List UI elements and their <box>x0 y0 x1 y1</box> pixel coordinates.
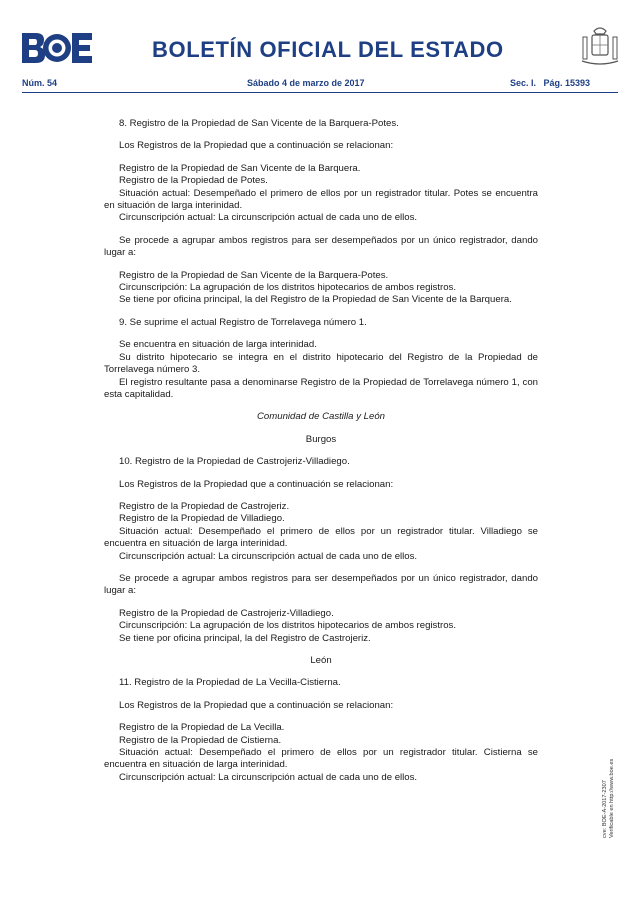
paragraph: Los Registros de la Propiedad que a continuación se relacionan: <box>119 140 394 152</box>
coat-of-arms-icon <box>580 25 620 67</box>
item-9-title: 9. Se suprime el actual Registro de Torrelavega número 1. <box>119 316 367 328</box>
paragraph: Registro de la Propiedad de Cistierna. <box>119 734 282 746</box>
page-label: Pág. 15393 <box>543 78 591 88</box>
paragraph: Situación actual: Desempeñado el primero de ellos por un registrador titular. Cistierna se encuentra en situación de larga interinidad. <box>104 747 538 771</box>
paragraph: Se procede a agrupar ambos registros para ser desempeñados por un único registrador, dando lugar a: <box>104 572 538 597</box>
gazette-title: BOLETÍN OFICIAL DEL ESTADO <box>152 37 504 62</box>
item-8-title: 8. Registro de la Propiedad de San Vicente de la Barquera-Potes. <box>119 118 399 129</box>
paragraph: Registro de la Propiedad de Villadiego. <box>119 513 285 525</box>
paragraph: Se encuentra en situación de larga interinidad. <box>119 339 317 351</box>
province-heading-leon: León <box>310 655 332 666</box>
verification-link[interactable]: Verificable en http://www.boe.es <box>609 758 615 838</box>
paragraph: Circunscripción actual: La circunscripción actual de cada uno de ellos. <box>119 771 418 783</box>
page-header <box>0 0 640 96</box>
paragraph: Registro de la Propiedad de San Vicente de la Barquera. <box>119 162 361 174</box>
paragraph: Su distrito hipotecario se integra en el distrito hipotecario del Registro de la Propiedad de Torrelavega número 3. <box>104 351 538 376</box>
community-heading: Comunidad de Castilla y León <box>257 411 385 423</box>
issue-number: Núm. 54 <box>22 78 58 88</box>
paragraph: Registro de la Propiedad de Castrojeriz-Villadiego. <box>119 607 334 619</box>
paragraph: Los Registros de la Propiedad que a continuación se relacionan: <box>119 478 394 490</box>
item-11-title: 11. Registro de la Propiedad de La Vecilla-Cistierna. <box>119 677 341 689</box>
paragraph: Los Registros de la Propiedad que a continuación se relacionan: <box>119 699 394 711</box>
paragraph: Registro de la Propiedad de Castrojeriz. <box>119 500 290 512</box>
section-page <box>510 78 590 88</box>
paragraph: Circunscripción: La agrupación de los distritos hipotecarios de ambos registros. <box>119 282 457 294</box>
verification-sidebar <box>602 738 626 838</box>
paragraph: Se tiene por oficina principal, la del Registro de Castrojeriz. <box>119 632 371 644</box>
cve-code: cve: BOE-A-2017-2307 <box>602 780 608 838</box>
province-heading-burgos: Burgos <box>305 433 337 445</box>
paragraph: Registro de la Propiedad de La Vecilla. <box>119 722 285 734</box>
paragraph: Se tiene por oficina principal, la del Registro de la Propiedad de San Vicente de la Barquera. <box>119 294 512 306</box>
paragraph: Situación actual: Desempeñado el primero de ellos por un registrador titular. Villadiego se encuentra en situación de larga interinidad. <box>104 525 538 550</box>
document-body <box>104 118 538 784</box>
paragraph: Circunscripción actual: La circunscripción actual de cada uno de ellos. <box>119 550 418 562</box>
issue-date: Sábado 4 de marzo de 2017 <box>247 78 365 88</box>
section-label: Sec. I. <box>510 78 537 88</box>
paragraph: Registro de la Propiedad de Potes. <box>119 175 268 187</box>
paragraph: Registro de la Propiedad de San Vicente de la Barquera-Potes. <box>119 269 389 281</box>
paragraph: Circunscripción: La agrupación de los distritos hipotecarios de ambos registros. <box>119 620 457 632</box>
paragraph: Circunscripción actual: La circunscripción actual de cada uno de ellos. <box>119 212 418 224</box>
paragraph: Se procede a agrupar ambos registros para ser desempeñados por un único registrador, dando lugar a: <box>104 234 538 259</box>
header-divider <box>22 92 618 93</box>
paragraph: El registro resultante pasa a denominarse Registro de la Propiedad de Torrelavega número 1, con esta capitalidad. <box>104 376 538 400</box>
paragraph: Situación actual: Desempeñado el primero de ellos por un registrador titular. Potes se encuentra en situación de larga interinidad. <box>104 187 538 212</box>
item-10-title: 10. Registro de la Propiedad de Castrojeriz-Villadiego. <box>119 456 350 468</box>
boe-logo <box>22 33 92 63</box>
